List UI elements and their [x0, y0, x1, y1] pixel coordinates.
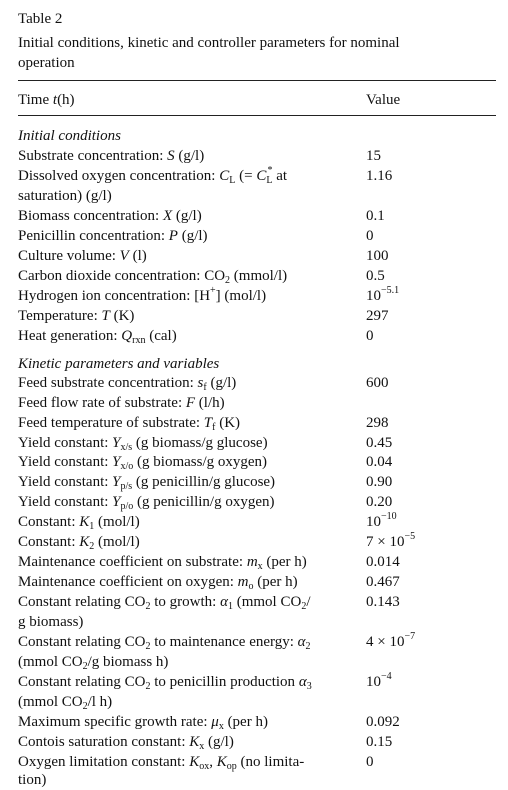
table-row: Yield constant: $Y_{p/s}$ (g penicillin/g glucose) 0.90 — [18, 474, 393, 492]
table-title-line2: operation — [18, 55, 75, 71]
table-row: Constant: $K_1$ (mol/l) $10^{-10}$ — [18, 511, 397, 532]
table-row: Heat generation: $Q_{rxn}$ (cal) 0 — [18, 328, 374, 346]
table-row: Substrate concentration: S (g/l) 15 — [18, 148, 381, 164]
header-rule — [18, 115, 496, 116]
section-initial-heading: Initial conditions — [18, 128, 121, 144]
header-col1: Time t(h) — [18, 92, 75, 108]
table-row: Maintenance coefficient on substrate: $m_x$ (per h) 0.014 — [18, 554, 400, 572]
table-row: Oxygen limitation constant: $K_{ox}$, $K_{op}$ (no limita- 0 — [18, 754, 374, 772]
table-row: Hydrogen ion concentration: [H+] (mol/l) $10^{-5.1}$ — [18, 285, 400, 304]
table-row: Yield constant: $Y_{x/s}$ (g biomass/g glucose) 0.45 — [18, 435, 393, 453]
table-row: Temperature: T (K) 297 — [18, 308, 389, 324]
table-row: Feed temperature of substrate: $T_f$ (K) 298 — [18, 415, 389, 433]
table-row: Yield constant: $Y_{x/o}$ (g biomass/g oxygen) 0.04 — [18, 454, 393, 472]
table-row: Feed flow rate of substrate: F (l/h) — [18, 395, 225, 411]
top-rule — [18, 80, 496, 81]
table-row: Dissolved oxygen concentration: $C_L$ (= $C_L^*$ at 1.16 — [18, 165, 393, 186]
table-row: Penicillin concentration: P (g/l) 0 — [18, 228, 374, 244]
section-kinetic-heading: Kinetic parameters and variables — [18, 356, 220, 372]
table-label: Table 2 — [18, 11, 63, 27]
table-row-continued: saturation) (g/l) — [18, 188, 112, 204]
table-row: Constant relating $CO_2$ to maintenance energy: $\alpha_2$ $4 \times 10^{-7}$ — [18, 631, 416, 652]
table-row: Culture volume: V (l) 100 — [18, 248, 389, 264]
table-row-continued: (mmol $CO_2/l$ h) — [18, 694, 113, 712]
table-title-line1: Initial conditions, kinetic and controller parameters for nominal — [18, 35, 400, 51]
table-row: Constant relating $CO_2$ to growth: $\alpha_1$ (mmol $CO_2/$ 0.143 — [18, 594, 400, 612]
table-row: Maximum specific growth rate: $\mu_x$ (per h) 0.092 — [18, 714, 400, 732]
table-row: Feed substrate concentration: $s_f$ (g/l) 600 — [18, 375, 389, 393]
table-row: Constant relating $CO_2$ to penicillin production $\alpha_3$ $10^{-4}$ — [18, 671, 392, 692]
header-row — [18, 90, 496, 110]
table-row: Yield constant: $Y_{p/o}$ (g penicillin/g oxygen) 0.20 — [18, 494, 393, 512]
table-row: Maintenance coefficient on oxygen: $m_o$ (per h) 0.467 — [18, 574, 400, 592]
table-row: Biomass concentration: X (g/l) 0.1 — [18, 208, 385, 224]
table-row: Contois saturation constant: $K_x$ (g/l) 0.15 — [18, 734, 393, 752]
table-row-continued: tion) — [18, 772, 47, 788]
header-col2: Value — [366, 92, 401, 108]
table-row-continued: (mmol $CO_2/g$ biomass h) — [18, 654, 169, 672]
table-row: Constant: $K_2$ (mol/l) $7 \times 10^{-5}$ — [18, 531, 416, 552]
table-row: Carbon dioxide concentration: $CO_2$ (mmol/l) 0.5 — [18, 268, 385, 286]
table-row-continued: g biomass) — [18, 614, 84, 630]
